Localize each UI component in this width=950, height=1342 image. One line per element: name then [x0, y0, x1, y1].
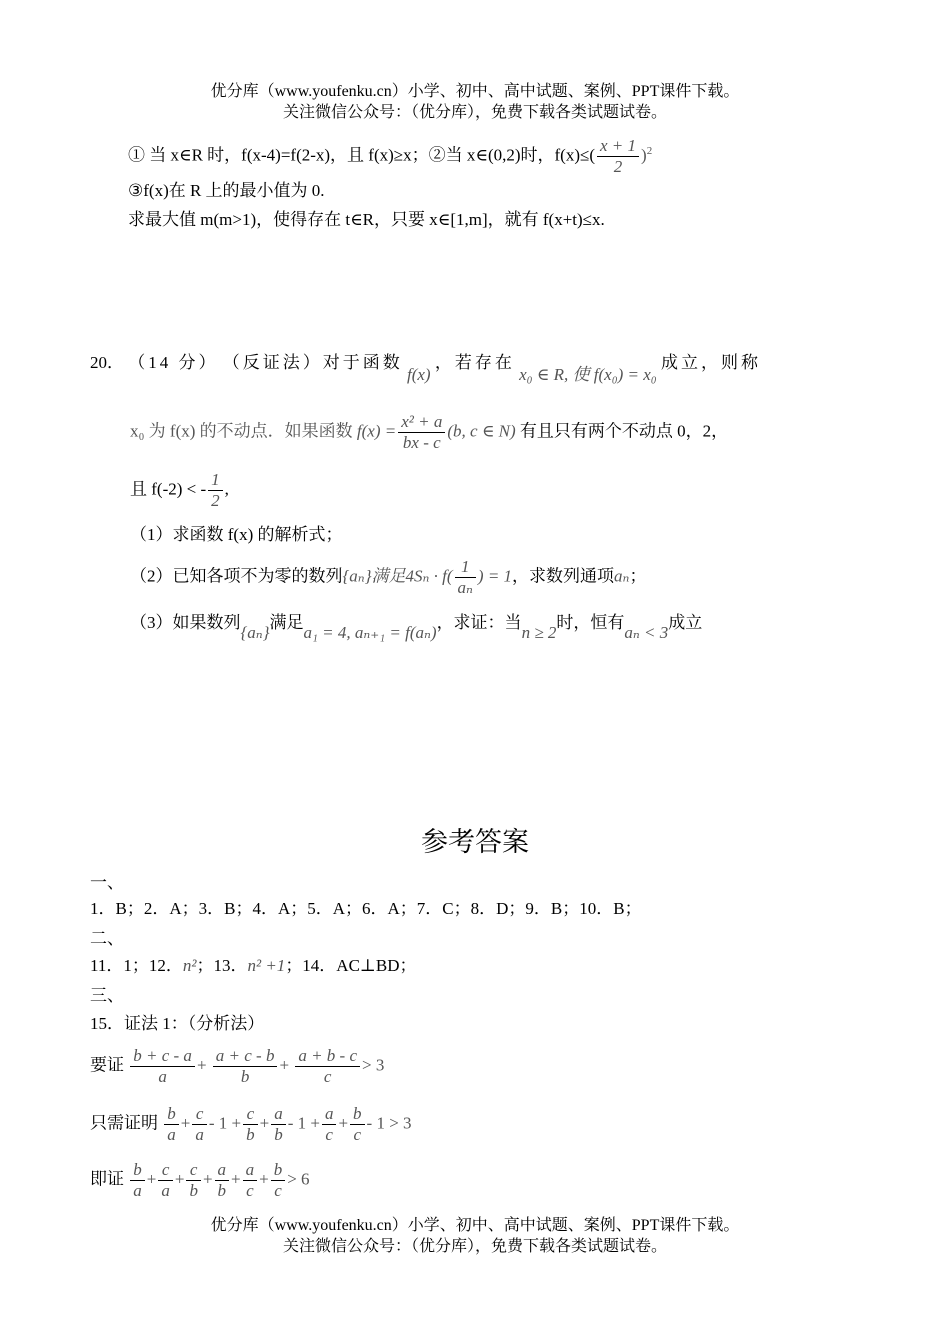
footer-line-2: 关注微信公众号：（优分库），免费下载各类试题试卷。 — [282, 1238, 667, 1255]
q20-part-2: （2）已知各项不为零的数列{aₙ}满足4Sₙ · f( $\frac{1}{\text{aₙ}}$ ) = 1，求数列通项aₙ； — [130, 557, 647, 597]
q19-condition-1-2: ① 当 x∈R 时，f(x-4)=f(2-x)，且 f(x)≥x；②当 x∈(0,2)时，f(x)≤( $\frac{x + 1}{2}$ )$^2$ — [128, 136, 653, 176]
q19-condition-3: ③f(x)在 R 上的最小值为 0. — [128, 181, 325, 200]
header-line-1: 优分库（www.youfenku.cn）小学、初中、高中试题、案例、PPT课件下载。 — [210, 83, 740, 100]
q19-question: 求最大值 m(m>1)，使得存在 t∈R，只要 x∈[1,m]，就有 f(x+t)≤x. — [128, 210, 605, 229]
q20-part-1: （1）求函数 f(x) 的解析式； — [130, 525, 343, 544]
answers-prove-2: 只需证明 $\frac{b}{a}$ + $\frac{c}{a}$ - 1 + $\frac{c}{b}$ + $\frac{a}{b}$ - 1 + $\frac{a}{c}$ + $\frac{b}{c}$ - 1 > 3 — [90, 1104, 412, 1144]
header-line-2: 关注微信公众号：（优分库），免费下载各类试题试卷。 — [282, 104, 667, 121]
footer-line-1: 优分库（www.youfenku.cn）小学、初中、高中试题、案例、PPT课件下载。 — [210, 1217, 740, 1234]
answers-q15-heading: 15．证法 1：（分析法） — [90, 1014, 265, 1033]
answers-prove-3: 即证 $\frac{b}{a}$ + $\frac{c}{a}$ + $\frac{c}{b}$ + $\frac{a}{b}$ + $\frac{a}{c}$ + $\frac{b}{c}$ > 6 — [90, 1160, 310, 1200]
answers-prove-1: 要证 $\frac{b + c - a}{a}$ + $\frac{a + c - b}{b}$ + $\frac{a + b - c}{c}$ > 3 — [90, 1046, 385, 1086]
answers-multiple-choice: 1．B；2．A；3．B；4．A；5．A；6．A；7．C；8．D；9．B；10．B； — [90, 899, 642, 918]
answers-section-1: 一、 — [90, 873, 124, 892]
answers-title: 参考答案 — [421, 827, 529, 858]
answers-section-2: 二、 — [90, 929, 124, 948]
q20-line-1: 20． （14 分） （反证法）对于函数 f(x) ，若存在 x₀ ∈ R, 使 f(x₀) = x₀ 成立，则称 — [90, 353, 761, 384]
q20-part-3: （3）如果数列{aₙ}满足a₁ = 4, aₙ₊₁ = f(aₙ)，求证：当n ≥ 2时，恒有aₙ < 3成立 — [130, 613, 703, 642]
answers-section-3: 三、 — [90, 986, 124, 1005]
q20-line-3: 且 f(-2) < - $\frac{1}{2}$ , — [130, 470, 229, 510]
q20-line-2: x₀ 为 f(x) 的不动点．如果函数 f(x) = $\frac{\text{x² + a}}{bx - c}$ (b, c ∈ N) 有且只有两个不动点 0，2， — [130, 412, 729, 452]
answers-fill-in: 11．1；12．n²；13．n² +1；14．AC⊥BD； — [90, 956, 417, 975]
